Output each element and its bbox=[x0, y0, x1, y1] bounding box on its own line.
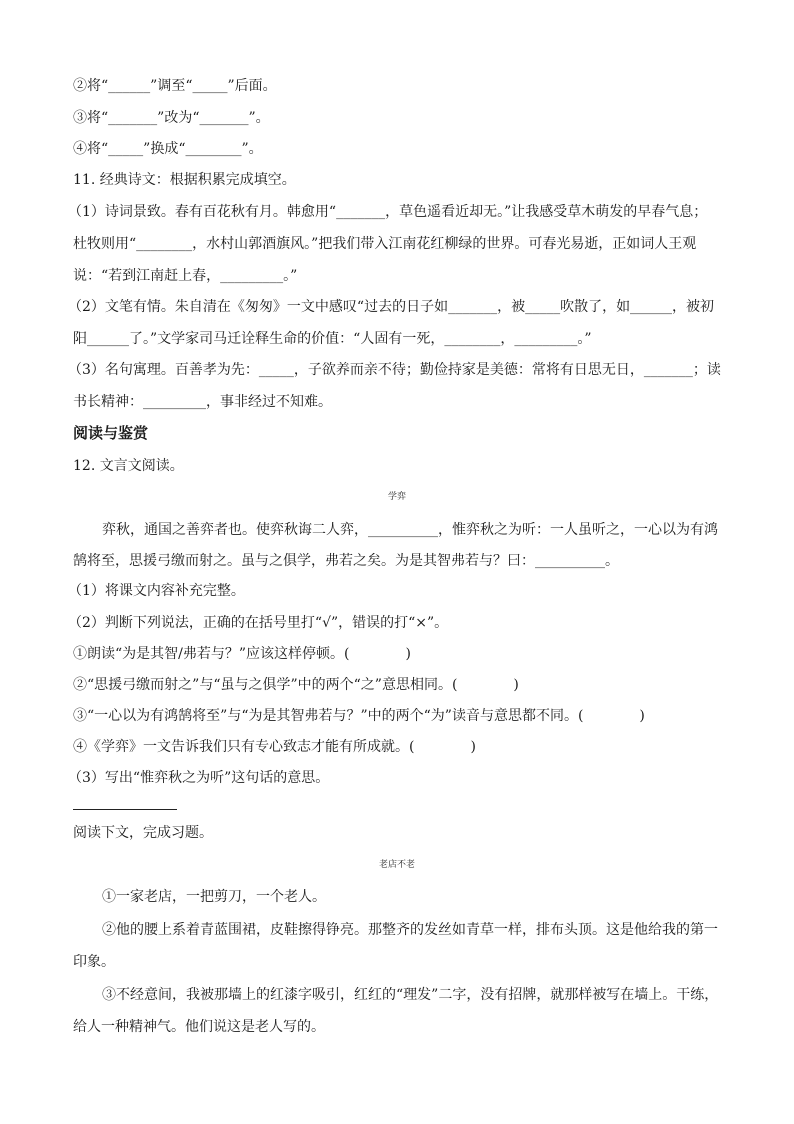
q11-p1-line1: （1）诗词景致。春有百花秋有月。韩愈用“_______，草色遥看近却无。”让我感受草木萌发的早春气息； bbox=[68, 204, 708, 220]
q10-item-4: ④将“_____”换成“________”。 bbox=[73, 141, 263, 157]
passage-title: 学弈 bbox=[387, 492, 406, 502]
reading-intro: 阅读下文，完成习题。 bbox=[73, 825, 213, 841]
reading-para2-line1: ②他的腰上系着青蓝围裙，皮鞋擦得铮亮。那整齐的发丝如青草一样，排布头顶。这是他给我的第一 bbox=[102, 922, 718, 938]
q11-title: 11. 经典诗文：根据积累完成填空。 bbox=[73, 172, 296, 188]
q12-title: 12. 文言文阅读。 bbox=[73, 458, 184, 474]
q12-sub3: （3）写出“惟弈秋之为听”这句话的意思。 bbox=[68, 770, 330, 786]
judgement-3: ③“一心以为有鸿鹄将至”与“为是其智弗若与？”中的两个“为”读音与意思都不同。( ) bbox=[73, 708, 645, 724]
q11-p2-line1: （2）文笔有情。朱自清在《匆匆》一文中感叹“过去的日子如_______，被_____吹散了，如______，被初 bbox=[68, 299, 715, 315]
q12-sub2: （2）判断下列说法，正确的在括号里打“√”，错误的打“×”。 bbox=[68, 615, 449, 631]
reading-title: 老店不老 bbox=[378, 860, 415, 870]
passage-line1: 弈秋，通国之善弈者也。使弈秋诲二人弈，__________，惟弈秋之为听：一人虽听之，一心以为有鸿 bbox=[102, 522, 718, 538]
reading-para3-line1: ③不经意间，我被那墙上的红漆字吸引，红红的“理发”二字，没有招牌，就那样被写在墙上。干练， bbox=[102, 987, 719, 1003]
judgement-1: ①朗读“为是其智/弗若与？”应该这样停顿。( ) bbox=[73, 646, 411, 662]
q10-item-2: ②将“______”调至“_____”后面。 bbox=[73, 78, 277, 94]
q11-p1-line2: 杜牧则用“________，水村山郭酒旗风。”把我们带入江南花红柳绿的世界。可春光易逝，正如词人王观 bbox=[73, 236, 697, 252]
judgement-4: ④《学弈》一文告诉我们只有专心致志才能有所成就。( ) bbox=[73, 739, 476, 755]
q11-p1-line3: 说：“若到江南赶上春，_________。” bbox=[73, 268, 298, 284]
q11-p3-line1: （3）名句寓理。百善孝为先：_____，子欲养而亲不待；勤俭持家是美德：常将有日思无日，_______；读 bbox=[68, 362, 721, 378]
section-heading: 阅读与鉴赏 bbox=[73, 424, 149, 442]
q10-item-3: ③将“_______”改为“_______”。 bbox=[73, 110, 270, 126]
q11-p2-line2: 阳______了。”文学家司马迁诠释生命的价值：“人固有一死，________，_________。” bbox=[73, 331, 592, 347]
q11-p3-line2: 书长精神：_________，事非经过不知难。 bbox=[73, 394, 332, 410]
reading-para1: ①一家老店，一把剪刀，一个老人。 bbox=[102, 889, 326, 905]
divider-rule bbox=[73, 809, 177, 810]
reading-para3-line2: 给人一种精神气。他们说这是老人写的。 bbox=[73, 1019, 325, 1035]
reading-para2-line2: 印象。 bbox=[73, 954, 115, 970]
judgement-2: ②“思援弓缴而射之”与“虽与之俱学”中的两个“之”意思相同。( ) bbox=[73, 677, 519, 693]
q12-sub1: （1）将课文内容补充完整。 bbox=[68, 583, 245, 599]
passage-line2: 鹄将至，思援弓缴而射之。虽与之俱学，弗若之矣。为是其智弗若与？曰：__________。 bbox=[73, 553, 619, 569]
